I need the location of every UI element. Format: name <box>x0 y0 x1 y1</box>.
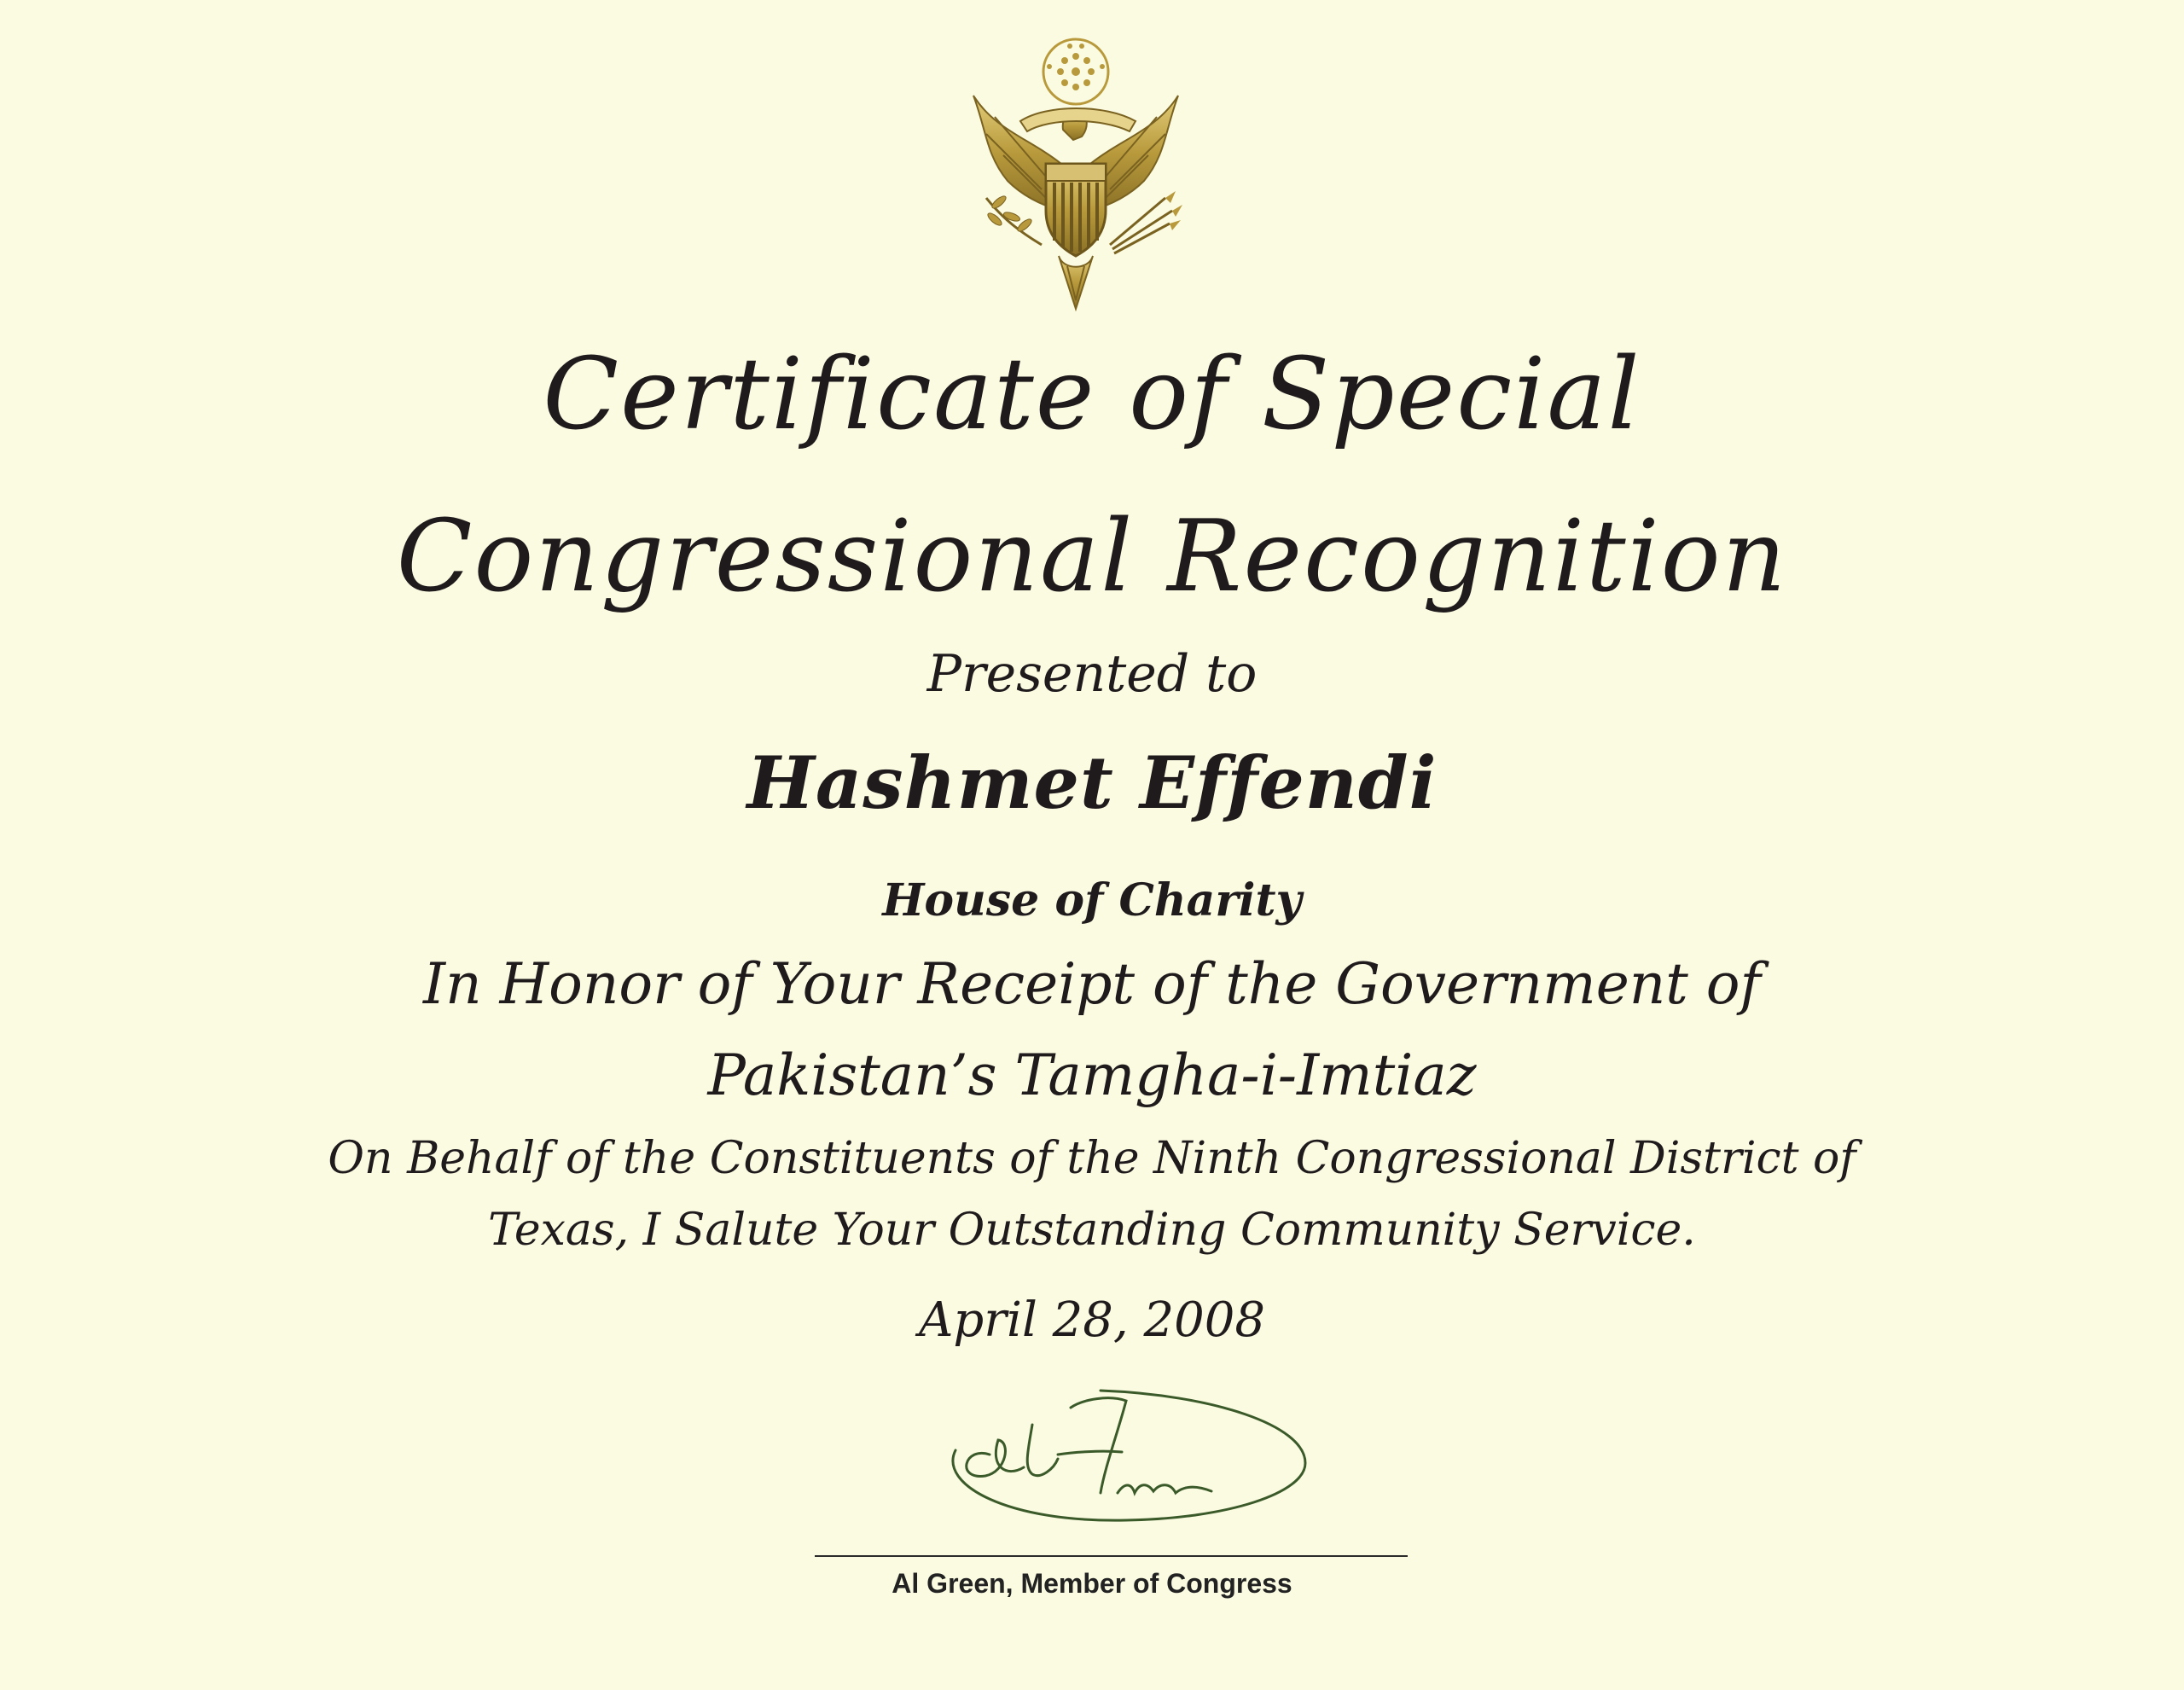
title-line-2: Congressional Recognition <box>396 499 1788 614</box>
title-line-1: Certificate of Special <box>543 337 1641 452</box>
behalf-line-1: On Behalf of the Constituents of the Ninth Congressional District of <box>328 1133 1856 1184</box>
certificate-date: April 28, 2008 <box>918 1292 1266 1348</box>
recipient-name: Hashmet Effendi <box>746 740 1438 825</box>
presented-to-text: Presented to <box>926 644 1258 704</box>
signature-line <box>815 1555 1408 1557</box>
honor-line-2: Pakistan’s Tamgha-i-Imtiaz <box>707 1042 1477 1108</box>
great-seal-eagle-icon <box>961 36 1191 326</box>
recipient-organization: House of Charity <box>882 874 1302 926</box>
honor-line-1: In Honor of Your Receipt of the Government of <box>423 951 1761 1017</box>
signature-caption: Al Green, Member of Congress <box>892 1568 1292 1599</box>
behalf-line-2: Texas, I Salute Your Outstanding Community Service. <box>488 1205 1696 1256</box>
handwritten-signature-icon <box>904 1373 1322 1536</box>
